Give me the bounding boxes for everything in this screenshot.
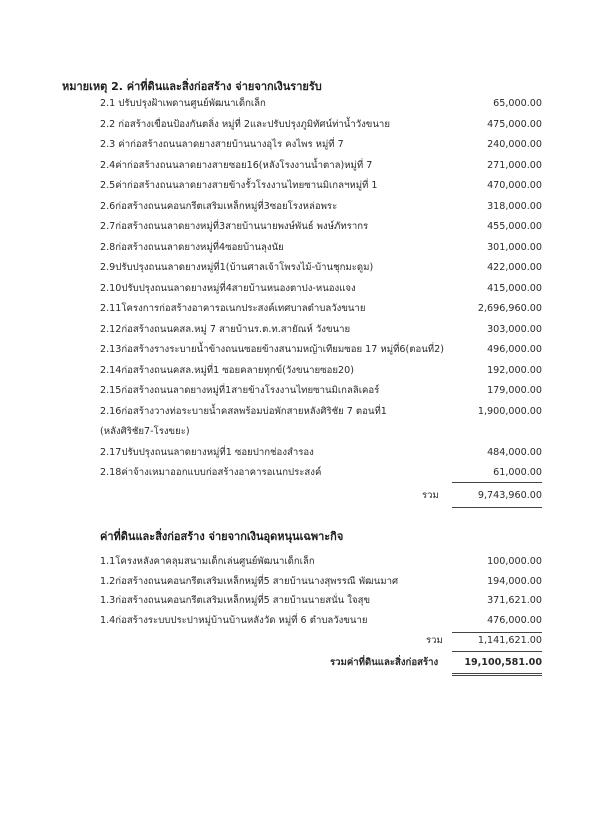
list-item: [100, 199, 542, 215]
list-item: [100, 342, 542, 358]
section1-total-amount: 9,743,960.00: [477, 490, 542, 501]
item-amount: 100,000.00: [487, 556, 542, 567]
item-label: (หลังศิริชัย7-โรงขยะ): [100, 426, 190, 437]
list-item: [100, 117, 542, 133]
list-item: [100, 613, 542, 629]
list-item: [100, 137, 542, 153]
list-item: [100, 593, 542, 609]
section2-total-bottom-rule: [452, 651, 542, 652]
item-amount: 240,000.00: [487, 139, 542, 150]
grand-total-label: รวมค่าที่ดินและสิ่งก่อสร้าง: [330, 657, 439, 668]
item-amount: 476,000.00: [487, 614, 542, 626]
item-amount: 415,000.00: [487, 282, 542, 294]
item-label: 1.2ก่อสร้างถนนคอนกรีตเสริมเหล็กหมู่ที่5 สายบ้านนางสุพรรณี พัฒนมาศ: [100, 575, 399, 587]
grand-total-amount: 19,100,581.00: [464, 657, 542, 668]
list-item: [100, 404, 542, 420]
grand-total-underline-1: [452, 673, 542, 674]
item-label: 2.17ปรับปรุงถนนลาดยางหมู่ที่1 ซอยปากช่องสำรอง: [100, 446, 314, 458]
list-item: [100, 424, 542, 440]
section1-total-row: [380, 487, 542, 505]
item-amount: 301,000.00: [487, 241, 542, 253]
list-item: [100, 383, 542, 399]
item-amount: 496,000.00: [487, 344, 542, 355]
item-label: 2.4ค่าก่อสร้างถนนลาดยางสายซอย16(หลังโรงงานน้ำตาล)หมู่ที่ 7: [100, 159, 373, 171]
item-label: 2.3 ค่าก่อสร้างถนนลาดยางสายบ้านนางอุไร คงไพร หมู่ที่ 7: [100, 139, 344, 150]
item-amount: 61,000.00: [493, 467, 542, 478]
list-item: [100, 281, 542, 297]
item-label: 2.16ก่อสร้างวางท่อระบายน้ำคสลพร้อมบ่อพักสายหลังศิริชัย 7 ตอนที่1: [100, 405, 387, 417]
list-item: [100, 465, 542, 481]
list-item: [100, 219, 542, 235]
item-label: 2.14ก่อสร้างถนนคสล.หมู่ที่1 ซอยคลายทุกข์(วังขนายซอย20): [100, 364, 354, 376]
item-amount: 303,000.00: [487, 323, 542, 335]
item-amount: 179,000.00: [487, 385, 542, 396]
item-amount: 194,000.00: [487, 575, 542, 587]
item-amount: 371,621.00: [487, 595, 542, 606]
item-label: 2.11โครงการก่อสร้างอาคารอเนกประสงค์เทศบาลตำบลวังขนาย: [100, 303, 366, 314]
item-label: 2.7ก่อสร้างถนนลาดยางหมู่ที่3สายบ้านนายพงษ์พันธ์ พงษ์ภัทรากร: [100, 221, 369, 232]
section2-total-row: [380, 632, 542, 650]
item-label: 1.4ก่อสร้างระบบประปาหมู่บ้านบ้านหลังวัด หมู่ที่ 6 ตำบลวังขนาย: [100, 614, 368, 626]
item-label: 2.2 ก่อสร้างเขื่อนป้องกันตลิ่ง หมู่ที่ 2และปรับปรุงภูมิทัศน์ท่าน้ำวังขนาย: [100, 118, 390, 130]
item-label: 2.18ค่าจ้างเหมาออกแบบก่อสร้างอาคารอเนกประสงค์: [100, 467, 322, 478]
list-item: [100, 178, 542, 194]
grand-total-row: [300, 654, 542, 672]
item-label: 2.1 ปรับปรุงฝ้าเพดานศูนย์พัฒนาเด็กเล็ก: [100, 98, 266, 109]
item-label: 2.6ก่อสร้างถนนคอนกรีตเสริมเหล็กหมู่ที่3ซอยโรงหล่อพระ: [100, 200, 338, 212]
item-amount: 1,900,000.00: [477, 405, 542, 417]
list-item: [100, 445, 542, 461]
section2-total-amount: 1,141,621.00: [477, 635, 542, 646]
list-item: [100, 240, 542, 256]
list-item: [100, 301, 542, 317]
list-item: [100, 574, 542, 590]
list-item: [100, 260, 542, 276]
item-label: 2.5ค่าก่อสร้างถนนลาดยางสายข้างรั้วโรงงานไทยซานมิเกลฯหมู่ที่ 1: [100, 180, 378, 191]
item-amount: 422,000.00: [487, 262, 542, 273]
item-label: 2.12ก่อสร้างถนนคสล.หมู่ 7 สายบ้านร.ต.ท.สายัณห์ วังขนาย: [100, 323, 351, 335]
item-label: 2.8ก่อสร้างถนนลาดยางหมู่ที่4ซอยบ้านลุงนัย: [100, 241, 284, 253]
item-label: 2.15ก่อสร้างถนนลาดยางหมู่ที่1สายข้างโรงงานไทยซานมิเกลลิเคอร์: [100, 385, 380, 396]
section1-heading: หมายเหตุ 2. ค่าที่ดินและสิ่งก่อสร้าง จ่ายจากเงินรายรับ: [62, 80, 322, 93]
item-amount: 318,000.00: [487, 200, 542, 212]
list-item: [100, 554, 542, 570]
item-label: 2.9ปรับปรุงถนนลาดยางหมู่ที่1(บ้านศาลเจ้าโพรงไม้-บ้านชุกมะดูม): [100, 262, 374, 273]
section1-total-top-rule: [452, 482, 542, 483]
item-label: 1.1โครงหลังคาคลุมสนามเด็กเล่นศูนย์พัฒนาเด็กเล็ก: [100, 556, 315, 567]
item-amount: 484,000.00: [487, 446, 542, 458]
item-amount: 192,000.00: [487, 364, 542, 376]
item-label: 2.13ก่อสร้างรางระบายน้ำข้างถนนซอยข้างสนามหญ้าเทียมซอย 17 หมู่ที่6(ตอนที่2): [100, 344, 444, 355]
list-item: [100, 96, 542, 112]
item-amount: 470,000.00: [487, 180, 542, 191]
item-label: 2.10ปรับปรุงถนนลาดยางหมู่ที่4สายบ้านหนองตาปง-หนองแจง: [100, 282, 356, 294]
section1-total-bottom-rule: [452, 507, 542, 508]
section2-heading: ค่าที่ดินและสิ่งก่อสร้าง จ่ายจากเงินอุดหนุนเฉพาะกิจ: [100, 530, 344, 543]
section1-total-label: รวม: [422, 490, 439, 501]
grand-total-underline-2: [452, 675, 542, 676]
item-amount: 2,696,960.00: [477, 303, 542, 314]
list-item: [100, 363, 542, 379]
item-amount: 475,000.00: [487, 118, 542, 130]
section2-total-label: รวม: [426, 635, 443, 646]
item-amount: 65,000.00: [493, 98, 542, 109]
item-amount: 271,000.00: [487, 159, 542, 171]
item-label: 1.3ก่อสร้างถนนคอนกรีตเสริมเหล็กหมู่ที่5 สายบ้านนายสนั่น ใจสุข: [100, 595, 370, 606]
list-item: [100, 322, 542, 338]
item-amount: 455,000.00: [487, 221, 542, 232]
list-item: [100, 158, 542, 174]
